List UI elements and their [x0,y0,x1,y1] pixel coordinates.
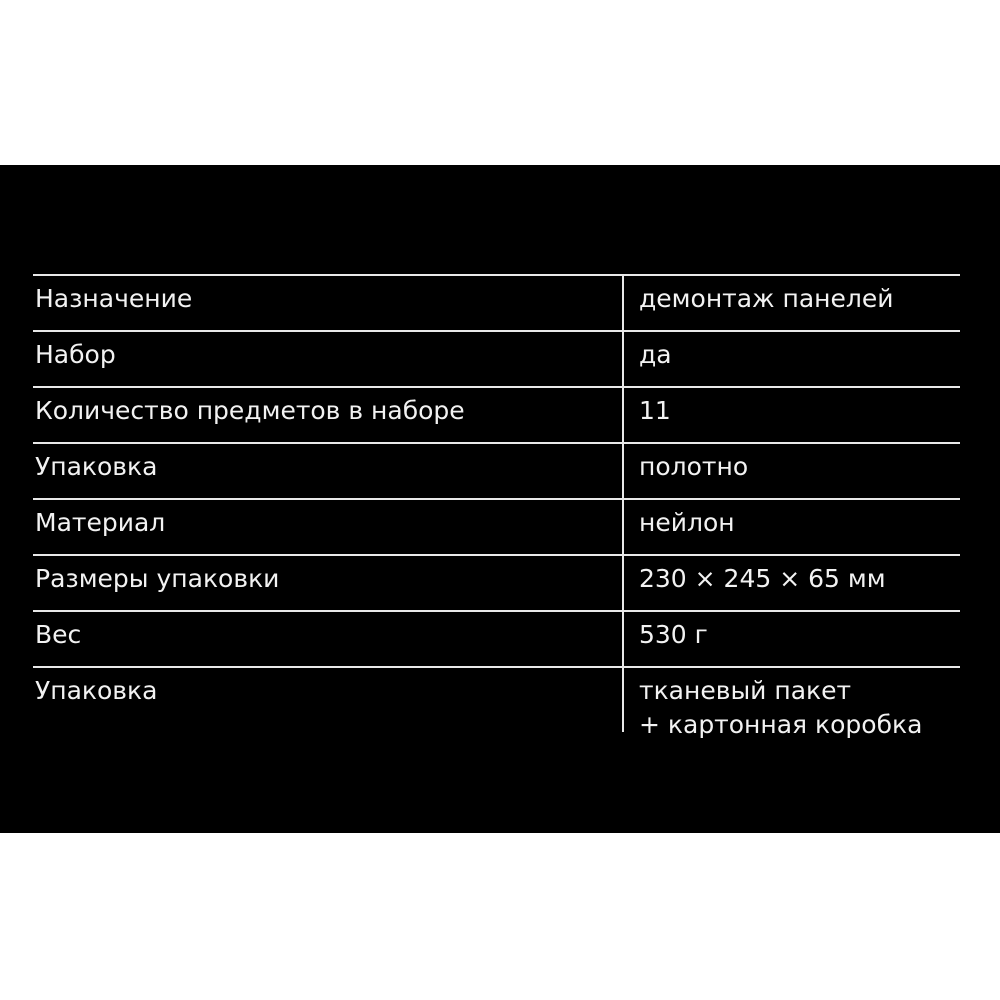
table-row [33,556,960,612]
row-label-weight: Вес [35,620,82,649]
row-label-purpose: Назначение [35,284,193,313]
row-value-packaging: полотно [639,452,749,481]
row-label-material: Материал [35,508,166,537]
packaging-line-box: + картонная коробка [639,710,923,739]
packaging-line-bag: тканевый пакет [639,676,852,705]
table-row [33,668,960,742]
row-label-set: Набор [35,340,116,369]
table-row [33,276,960,332]
spec-panel [0,165,1000,833]
table-row [33,332,960,388]
row-value-item-count: 11 [639,396,671,425]
table-row [33,388,960,444]
row-value-packaging-type [639,674,922,742]
row-value-weight: 530 г [639,620,708,649]
row-label-packaging: Упаковка [35,452,158,481]
table-row [33,500,960,556]
spec-table [33,274,960,742]
table-row [33,444,960,500]
column-divider [622,274,624,732]
row-label-package-dimensions: Размеры упаковки [35,564,280,593]
row-value-package-dimensions: 230 × 245 × 65 мм [639,564,886,593]
row-value-material: нейлон [639,508,735,537]
row-value-purpose: демонтаж панелей [639,284,894,313]
table-row [33,612,960,668]
row-label-packaging-type: Упаковка [35,676,158,705]
row-value-set: да [639,340,672,369]
row-label-item-count: Количество предметов в наборе [35,396,465,425]
